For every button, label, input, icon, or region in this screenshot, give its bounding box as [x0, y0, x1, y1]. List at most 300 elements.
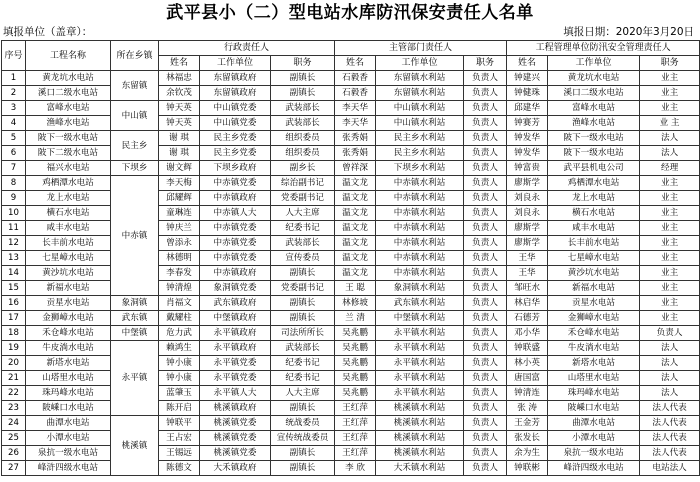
mgmt-duty: 法人: [640, 356, 700, 371]
header-mgmt-group: 工程管理单位防汛安全管理责任人: [507, 41, 700, 56]
dept-unit: 东留镇水利站: [376, 71, 464, 86]
admin-name: 陈开启: [159, 401, 200, 416]
project-name: 山塔里水电站: [26, 371, 111, 386]
table-row: [2, 311, 700, 326]
admin-unit: 桃溪镇党委: [200, 431, 271, 446]
dept-duty: 负责人: [464, 446, 507, 461]
town-name: 象洞镇: [111, 296, 159, 311]
row-no: 14: [2, 266, 26, 281]
mgmt-duty: 业主: [640, 101, 700, 116]
mgmt-name: 唐国富: [507, 371, 548, 386]
admin-duty: 副镇长: [271, 296, 335, 311]
mgmt-duty: 法人: [640, 341, 700, 356]
mgmt-duty: 业主: [640, 86, 700, 101]
admin-name: 谢 琪: [159, 131, 200, 146]
admin-unit: 大禾镇政府: [200, 461, 271, 476]
mgmt-duty: 法人: [640, 146, 700, 161]
dept-duty: 负责人: [464, 101, 507, 116]
admin-unit: 东留镇政府: [200, 86, 271, 101]
mgmt-unit: 渔峰水电站: [548, 116, 640, 131]
dept-duty: 负责人: [464, 251, 507, 266]
admin-duty: 党委副书记: [271, 281, 335, 296]
admin-unit: 民主乡党委: [200, 146, 271, 161]
table-row: [2, 176, 700, 191]
admin-name: 林福忠: [159, 71, 200, 86]
admin-name: 谢 琪: [159, 146, 200, 161]
mgmt-duty: 负责人: [640, 326, 700, 341]
project-name: 珠玛峰水电站: [26, 386, 111, 401]
dept-unit: 永平镇水利站: [376, 371, 464, 386]
table-row: [2, 131, 700, 146]
project-name: 横石水电站: [26, 206, 111, 221]
dept-unit: 象洞镇水利站: [376, 281, 464, 296]
admin-name: 钟天英: [159, 101, 200, 116]
project-name: 金狮嶂水电站: [26, 311, 111, 326]
header-project: 工程名称: [26, 41, 111, 71]
admin-duty: 人大主席: [271, 386, 335, 401]
mgmt-duty: 法人代表: [640, 416, 700, 431]
dept-unit: 中赤镇水利站: [376, 236, 464, 251]
table-row: [2, 221, 700, 236]
row-no: 26: [2, 446, 26, 461]
project-name: 福兴水电站: [26, 161, 111, 176]
project-name: 牛皮淌水电站: [26, 341, 111, 356]
dept-name: 王红萍: [335, 446, 376, 461]
dept-name: 王红萍: [335, 416, 376, 431]
dept-unit: 中堡镇水利站: [376, 311, 464, 326]
project-name: 贡星水电站: [26, 296, 111, 311]
mgmt-unit: 陂嵊口水电站: [548, 401, 640, 416]
row-no: 21: [2, 371, 26, 386]
mgmt-duty: 业主: [640, 236, 700, 251]
mgmt-name: 刘良永: [507, 191, 548, 206]
table-row: [2, 431, 700, 446]
table-row: [2, 461, 700, 476]
admin-unit: 桃溪镇党委: [200, 416, 271, 431]
mgmt-unit: 牛皮淌水电站: [548, 341, 640, 356]
dept-duty: 负责人: [464, 116, 507, 131]
fill-date-label: 填报日期：2020年3月20日: [563, 26, 694, 38]
project-name: 泉抗一级水电站: [26, 446, 111, 461]
mgmt-name: 林小英: [507, 356, 548, 371]
mgmt-unit: 黄龙坑水电站: [548, 71, 640, 86]
dept-name: 吴兆鹏: [335, 371, 376, 386]
project-name: 陂下二级水电站: [26, 146, 111, 161]
mgmt-unit: 曲潭水电站: [548, 416, 640, 431]
admin-duty: 组织委员: [271, 131, 335, 146]
dept-duty: 负责人: [464, 371, 507, 386]
row-no: 2: [2, 86, 26, 101]
dept-duty: 负责人: [464, 176, 507, 191]
dept-unit: 大禾镇水利站: [376, 461, 464, 476]
mgmt-duty: 业主: [640, 176, 700, 191]
dept-unit: 永平镇水利站: [376, 326, 464, 341]
mgmt-unit: 珠玛峰水电站: [548, 386, 640, 401]
dept-duty: 负责人: [464, 311, 507, 326]
town-name: 武东镇: [111, 311, 159, 326]
table-row: [2, 371, 700, 386]
dept-name: 李天华: [335, 116, 376, 131]
mgmt-name: 刘良永: [507, 206, 548, 221]
mgmt-unit: 陂下一级水电站: [548, 146, 640, 161]
project-name: 渔峰水电站: [26, 116, 111, 131]
dept-duty: 负责人: [464, 281, 507, 296]
table-row: [2, 296, 700, 311]
admin-name: 钟联平: [159, 416, 200, 431]
table-row: [2, 206, 700, 221]
header-name: 姓名: [159, 56, 200, 71]
mgmt-name: 钟发华: [507, 131, 548, 146]
admin-duty: 副镇长: [271, 461, 335, 476]
dept-name: 吴兆鹏: [335, 386, 376, 401]
project-name: 长丰前水电站: [26, 236, 111, 251]
header-row-1: [2, 41, 700, 56]
project-name: 龙上水电站: [26, 191, 111, 206]
project-name: 黄龙坑水电站: [26, 71, 111, 86]
dept-unit: 中赤镇水利站: [376, 251, 464, 266]
admin-duty: 宣传委员: [271, 251, 335, 266]
dept-name: 王红萍: [335, 431, 376, 446]
admin-name: 钟小康: [159, 356, 200, 371]
town-name: 下坝乡: [111, 161, 159, 176]
mgmt-duty: 电站法人: [640, 461, 700, 476]
mgmt-duty: 法人: [640, 131, 700, 146]
table-row: [2, 101, 700, 116]
admin-unit: 永平镇政府: [200, 341, 271, 356]
row-no: 5: [2, 131, 26, 146]
header-dept-group: 主管部门责任人: [335, 41, 507, 56]
project-name: 峰浒四级水电站: [26, 461, 111, 476]
row-no: 16: [2, 296, 26, 311]
project-name: 陂嵊口水电站: [26, 401, 111, 416]
admin-unit: 中赤镇党委: [200, 251, 271, 266]
header-no: 序号: [2, 41, 26, 71]
mgmt-duty: 业 主: [640, 116, 700, 131]
project-name: 七星嶂水电站: [26, 251, 111, 266]
admin-name: 危力武: [159, 326, 200, 341]
dept-unit: 桃溪镇水利站: [376, 416, 464, 431]
project-name: 曲潭水电站: [26, 416, 111, 431]
form-meta: [3, 25, 697, 39]
table-row: [2, 146, 700, 161]
mgmt-unit: 咸丰水电站: [548, 221, 640, 236]
row-no: 6: [2, 146, 26, 161]
row-no: 9: [2, 191, 26, 206]
header-duty: 职务: [464, 56, 507, 71]
admin-name: 钟清煌: [159, 281, 200, 296]
town-name: 中山镇: [111, 101, 159, 131]
dept-unit: 桃溪镇水利站: [376, 431, 464, 446]
mgmt-duty: 法人代表: [640, 446, 700, 461]
mgmt-unit: 贡星水电站: [548, 296, 640, 311]
mgmt-unit: 长丰前水电站: [548, 236, 640, 251]
admin-unit: 中山镇党委: [200, 116, 271, 131]
row-no: 3: [2, 101, 26, 116]
admin-unit: 永平镇党委: [200, 356, 271, 371]
mgmt-unit: 富峰水电站: [548, 101, 640, 116]
admin-name: 谢文辉: [159, 161, 200, 176]
dept-name: 李 欣: [335, 461, 376, 476]
admin-unit: 武东镇政府: [200, 296, 271, 311]
dept-unit: 中赤镇水利站: [376, 176, 464, 191]
table-row: [2, 161, 700, 176]
admin-unit: 永平镇政府: [200, 326, 271, 341]
admin-name: 王占宏: [159, 431, 200, 446]
admin-unit: 永平镇党委: [200, 371, 271, 386]
project-name: 黄沙坑水电站: [26, 266, 111, 281]
admin-unit: 永平镇人大: [200, 386, 271, 401]
row-no: 8: [2, 176, 26, 191]
dept-unit: 中山镇水利站: [376, 116, 464, 131]
table-row: [2, 71, 700, 86]
table-row: [2, 356, 700, 371]
dept-name: 温文龙: [335, 266, 376, 281]
admin-unit: 象洞镇党委: [200, 281, 271, 296]
dept-name: 石毅香: [335, 71, 376, 86]
project-name: 溪口二级水电站: [26, 86, 111, 101]
admin-name: 童琳连: [159, 206, 200, 221]
row-no: 12: [2, 236, 26, 251]
mgmt-name: 王金芳: [507, 416, 548, 431]
dept-unit: 中赤镇水利站: [376, 206, 464, 221]
dept-duty: 负责人: [464, 191, 507, 206]
table-row: [2, 251, 700, 266]
town-name: 中堡镇: [111, 326, 159, 341]
row-no: 22: [2, 386, 26, 401]
mgmt-duty: 业主: [640, 191, 700, 206]
dept-unit: 永平镇水利站: [376, 386, 464, 401]
admin-duty: 人大主席: [271, 206, 335, 221]
mgmt-unit: 峰浒四级水电站: [548, 461, 640, 476]
mgmt-name: 钟富贵: [507, 161, 548, 176]
header-duty: 职务: [640, 56, 700, 71]
admin-unit: 中赤镇党委: [200, 236, 271, 251]
mgmt-duty: 业主: [640, 71, 700, 86]
dept-unit: 中山镇水利站: [376, 101, 464, 116]
mgmt-name: 林启华: [507, 296, 548, 311]
header-town: 所在乡镇: [111, 41, 159, 71]
dept-duty: 负责人: [464, 131, 507, 146]
header-duty: 职务: [271, 56, 335, 71]
admin-name: 王锡远: [159, 446, 200, 461]
admin-unit: 中赤镇党委: [200, 221, 271, 236]
project-name: 富峰水电站: [26, 101, 111, 116]
admin-name: 钟小康: [159, 371, 200, 386]
dept-duty: 负责人: [464, 296, 507, 311]
mgmt-unit: 黄沙坑水电站: [548, 266, 640, 281]
town-name: 中赤镇: [111, 176, 159, 296]
admin-duty: 纪委书记: [271, 371, 335, 386]
dept-duty: 负责人: [464, 146, 507, 161]
row-no: 4: [2, 116, 26, 131]
header-unit: 工作单位: [200, 56, 271, 71]
mgmt-name: 王华: [507, 266, 548, 281]
mgmt-unit: 陂下一级水电站: [548, 131, 640, 146]
dept-duty: 负责人: [464, 416, 507, 431]
admin-name: 曾添永: [159, 236, 200, 251]
mgmt-duty: 法人代表: [640, 401, 700, 416]
admin-name: 陈德文: [159, 461, 200, 476]
dept-duty: 负责人: [464, 341, 507, 356]
mgmt-name: 钟建兴: [507, 71, 548, 86]
mgmt-unit: 新塔水电站: [548, 356, 640, 371]
mgmt-name: 王华: [507, 251, 548, 266]
page-title: 武平县小（二）型电站水库防汛保安责任人名单: [166, 3, 534, 23]
admin-duty: 武装部长: [271, 101, 335, 116]
mgmt-name: 邓小华: [507, 326, 548, 341]
mgmt-duty: 法人代表: [640, 431, 700, 446]
mgmt-duty: 法人: [640, 371, 700, 386]
table-row: [2, 266, 700, 281]
dept-duty: 负责人: [464, 356, 507, 371]
admin-unit: 中赤镇政府: [200, 266, 271, 281]
mgmt-name: 邹旺水: [507, 281, 548, 296]
admin-duty: 武装部长: [271, 236, 335, 251]
dept-name: 王 聪: [335, 281, 376, 296]
header-admin-group: 行政责任人: [159, 41, 335, 56]
mgmt-unit: 金狮嶂水电站: [548, 311, 640, 326]
mgmt-duty: 业主: [640, 296, 700, 311]
dept-name: 温文龙: [335, 221, 376, 236]
table-row: [2, 86, 700, 101]
admin-name: 林德明: [159, 251, 200, 266]
project-name: 禾仓峰水电站: [26, 326, 111, 341]
row-no: 27: [2, 461, 26, 476]
dept-name: 温文龙: [335, 236, 376, 251]
mgmt-unit: 横石水电站: [548, 206, 640, 221]
dept-duty: 负责人: [464, 386, 507, 401]
table-row: [2, 416, 700, 431]
dept-duty: 负责人: [464, 401, 507, 416]
admin-unit: 桃溪镇政府: [200, 401, 271, 416]
project-name: 新福水电站: [26, 281, 111, 296]
admin-unit: 中赤镇人大: [200, 206, 271, 221]
admin-duty: 武装部长: [271, 116, 335, 131]
mgmt-duty: 业主: [640, 281, 700, 296]
town-name: 东留镇: [111, 71, 159, 101]
mgmt-unit: 七星嶂水电站: [548, 251, 640, 266]
admin-name: 肖福文: [159, 296, 200, 311]
mgmt-name: 邱建华: [507, 101, 548, 116]
mgmt-unit: 小潭水电站: [548, 431, 640, 446]
dept-duty: 负责人: [464, 161, 507, 176]
mgmt-unit: 山塔里水电站: [548, 371, 640, 386]
fill-unit-label: 填报单位（盖章）：: [3, 26, 93, 38]
dept-name: 王红萍: [335, 401, 376, 416]
table-row: [2, 236, 700, 251]
admin-unit: 东留镇政府: [200, 71, 271, 86]
mgmt-name: 钟赛芳: [507, 116, 548, 131]
mgmt-unit: 泉抗一级水电站: [548, 446, 640, 461]
admin-duty: 副镇长: [271, 71, 335, 86]
mgmt-duty: 业主: [640, 206, 700, 221]
admin-duty: 副镇长: [271, 311, 335, 326]
table-row: [2, 116, 700, 131]
dept-duty: 负责人: [464, 461, 507, 476]
admin-duty: 副镇长: [271, 86, 335, 101]
table-row: [2, 326, 700, 341]
dept-unit: 永平镇水利站: [376, 356, 464, 371]
project-name: 陂下一级水电站: [26, 131, 111, 146]
row-no: 20: [2, 356, 26, 371]
mgmt-unit: 鸡栖潭水电站: [548, 176, 640, 191]
row-no: 13: [2, 251, 26, 266]
mgmt-unit: 武平县机电公司: [548, 161, 640, 176]
town-name: 桃溪镇: [111, 416, 159, 476]
admin-unit: 下坝乡政府: [200, 161, 271, 176]
mgmt-duty: 业主: [640, 251, 700, 266]
dept-unit: 民主乡水利站: [376, 131, 464, 146]
admin-name: 钟天英: [159, 116, 200, 131]
header-name: 姓名: [507, 56, 548, 71]
dept-unit: 民主乡水利站: [376, 146, 464, 161]
admin-name: 李天梅: [159, 176, 200, 191]
town-name: 永平镇: [111, 341, 159, 416]
dept-name: 石毅香: [335, 86, 376, 101]
mgmt-unit: 新福水电站: [548, 281, 640, 296]
mgmt-duty: 业主: [640, 221, 700, 236]
mgmt-duty: 经理: [640, 161, 700, 176]
table-row: [2, 281, 700, 296]
admin-name: 蓝肇玉: [159, 386, 200, 401]
mgmt-unit: 禾仓峰水电站: [548, 326, 640, 341]
mgmt-duty: 业主: [640, 266, 700, 281]
dept-duty: 负责人: [464, 266, 507, 281]
table-row: [2, 191, 700, 206]
mgmt-name: 张发长: [507, 431, 548, 446]
admin-duty: 统战委员: [271, 416, 335, 431]
row-no: 7: [2, 161, 26, 176]
admin-name: 钟庆兰: [159, 221, 200, 236]
mgmt-name: 张 涛: [507, 401, 548, 416]
project-name: 小潭水电站: [26, 431, 111, 446]
row-no: 24: [2, 416, 26, 431]
mgmt-name: 钟健珠: [507, 86, 548, 101]
admin-unit: 中赤镇党委: [200, 176, 271, 191]
admin-duty: 司法所所长: [271, 326, 335, 341]
row-no: 19: [2, 341, 26, 356]
header-unit: 工作单位: [376, 56, 464, 71]
dept-unit: 永平镇水利站: [376, 341, 464, 356]
mgmt-name: 钟联盛: [507, 341, 548, 356]
admin-name: 邱耀辉: [159, 191, 200, 206]
table-row: [2, 401, 700, 416]
admin-unit: 中堡镇政府: [200, 311, 271, 326]
dept-name: 林修坡: [335, 296, 376, 311]
mgmt-name: 钟联彬: [507, 461, 548, 476]
dept-name: 李天华: [335, 101, 376, 116]
dept-name: 吴兆鹏: [335, 356, 376, 371]
mgmt-name: 廖斯学: [507, 176, 548, 191]
project-name: 咸丰水电站: [26, 221, 111, 236]
row-no: 15: [2, 281, 26, 296]
mgmt-name: 廖斯学: [507, 221, 548, 236]
admin-duty: 副镇长: [271, 446, 335, 461]
mgmt-name: 钟发华: [507, 146, 548, 161]
dept-unit: 桃溪镇水利站: [376, 401, 464, 416]
mgmt-unit: 溪口二级水电站: [548, 86, 640, 101]
header-unit: 工作单位: [548, 56, 640, 71]
dept-name: 温文龙: [335, 191, 376, 206]
admin-unit: 中赤镇政府: [200, 191, 271, 206]
dept-duty: 负责人: [464, 326, 507, 341]
admin-name: 戴耀柱: [159, 311, 200, 326]
table-row: [2, 386, 700, 401]
dept-unit: 中赤镇水利站: [376, 221, 464, 236]
admin-duty: 副镇长: [271, 401, 335, 416]
row-no: 1: [2, 71, 26, 86]
dept-name: 吴兆鹏: [335, 326, 376, 341]
